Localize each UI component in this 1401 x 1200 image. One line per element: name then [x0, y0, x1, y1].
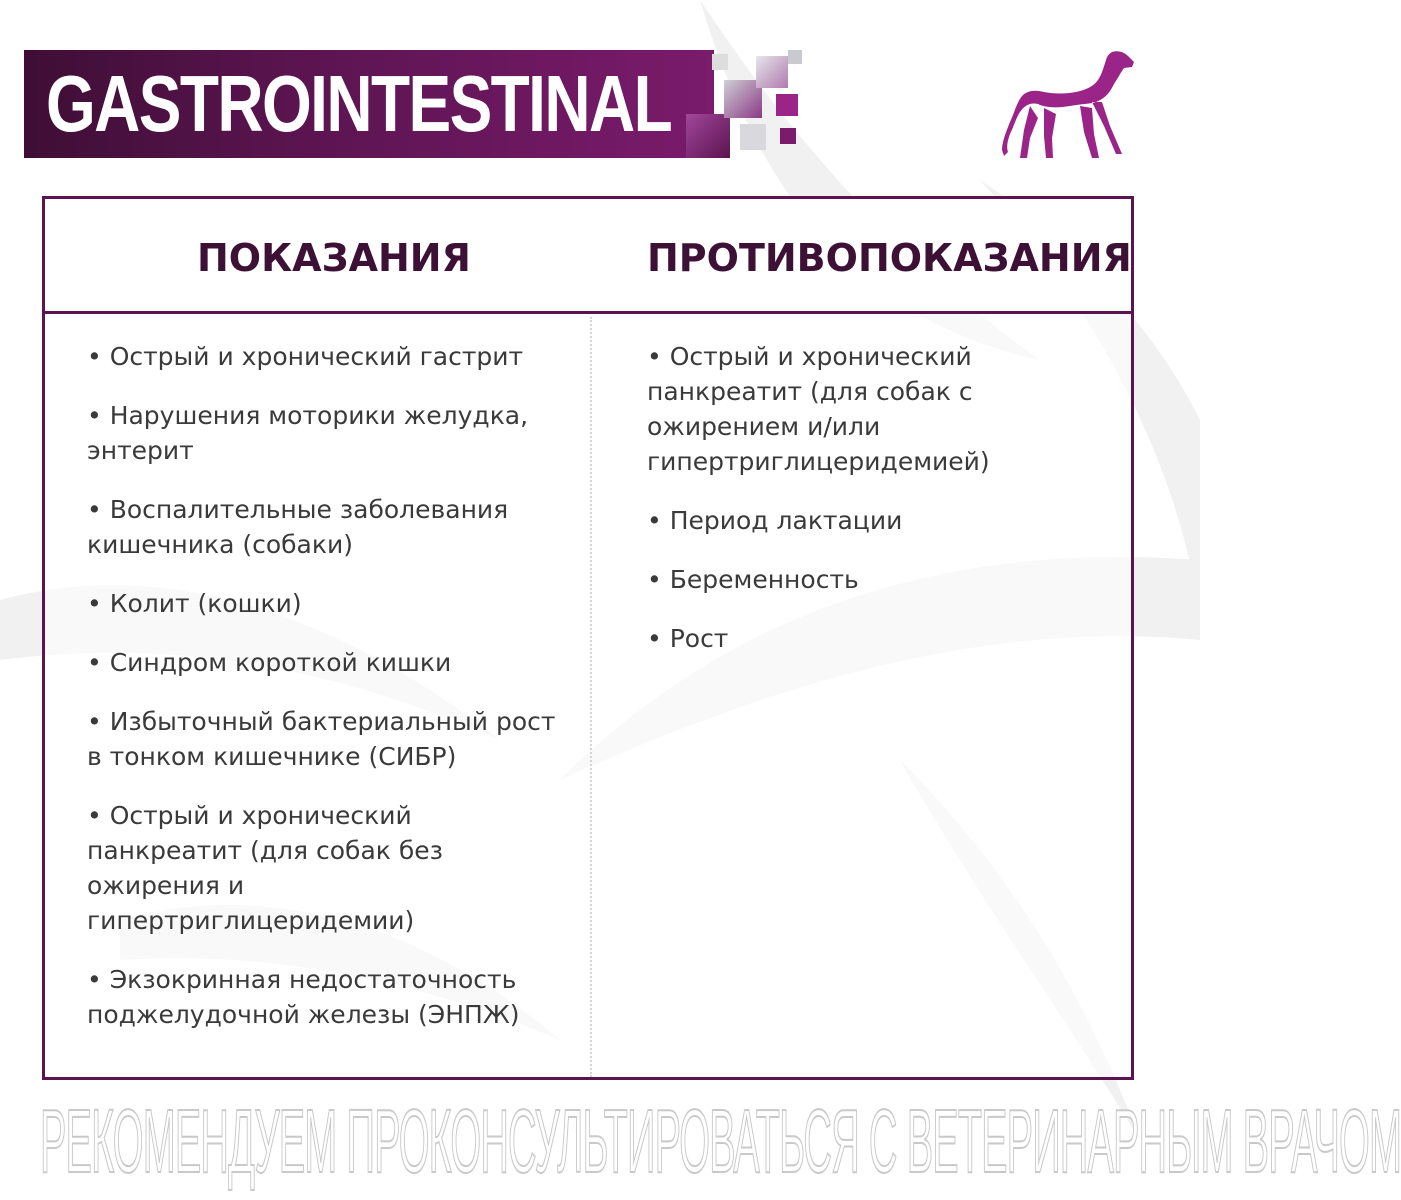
list-item: • Рост: [647, 624, 729, 653]
indications-table: [42, 196, 1134, 1080]
list-item: • Период лактации: [647, 506, 903, 535]
list-item: • Острый и хронический панкреатит (для собак без ожирения и гипертриглицеридемии): [87, 801, 443, 935]
list-item: • Избыточный бактериальный рост в тонком кишечнике (СИБР): [87, 707, 556, 771]
page-title: GASTROINTESTINAL: [46, 59, 672, 148]
list-item: • Острый и хронический гастрит: [87, 342, 524, 371]
title-banner: [24, 50, 714, 158]
list-item: • Экзокринная недостаточность поджелудочной железы (ЭНПЖ): [87, 965, 520, 1029]
list-item: • Нарушения моторики желудка, энтерит: [87, 401, 529, 465]
decorative-squares: [680, 46, 810, 162]
list-item: • Воспалительные заболевания кишечника (собаки): [87, 495, 509, 559]
indications-list: [87, 339, 557, 1056]
list-item: • Беременность: [647, 565, 859, 594]
list-item: • Острый и хронический панкреатит (для собак с ожирением и/или гипертриглицеридемией): [647, 342, 990, 476]
contraindications-title: ПРОТИВОПОКАЗАНИЯ: [647, 236, 1132, 280]
table-header: [45, 199, 1131, 314]
indications-title: ПОКАЗАНИЯ: [197, 236, 471, 280]
list-item: • Синдром короткой кишки: [87, 648, 452, 677]
consult-vet-notice: РЕКОМЕНДУЕМ ПРОКОНСУЛЬТИРОВАТЬСЯ С ВЕТЕРИНАРНЫМ ВРАЧОМ: [40, 1092, 1401, 1192]
list-item: • Колит (кошки): [87, 589, 302, 618]
dog-silhouette-icon: [1000, 46, 1140, 164]
contraindications-list: [647, 339, 1087, 680]
column-divider: [590, 317, 592, 1077]
